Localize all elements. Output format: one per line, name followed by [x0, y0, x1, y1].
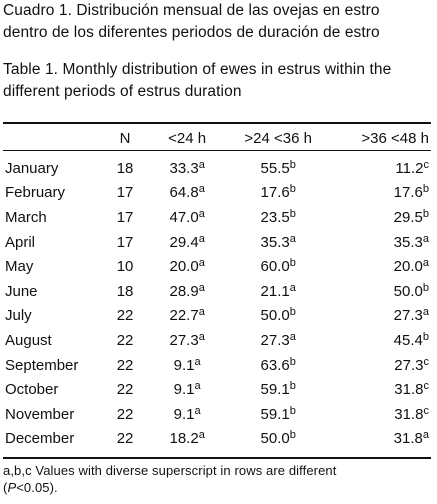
- percent-value: 47.0: [169, 208, 199, 226]
- percent-value: 23.5: [260, 208, 290, 226]
- footnote-line2: [3, 479, 433, 496]
- footnote-open-paren: (: [3, 480, 8, 495]
- lt24-cell: [150, 427, 225, 452]
- significance-superscript: c: [423, 380, 429, 393]
- table-row: [3, 304, 431, 329]
- significance-superscript: a: [289, 281, 296, 294]
- table-row: [3, 254, 431, 279]
- range24-36-cell: [225, 205, 332, 230]
- significance-superscript: a: [422, 429, 429, 442]
- percent-value: 45.4: [393, 331, 423, 349]
- lt24-cell: [150, 304, 225, 329]
- caption-spanish: [3, 0, 380, 44]
- percent-value: 9.1: [173, 381, 195, 399]
- table-row: [3, 150, 431, 181]
- percent-value: 31.8: [394, 381, 424, 399]
- significance-superscript: a: [194, 404, 201, 417]
- percent-value: 22.7: [169, 307, 199, 325]
- lt24-cell: [150, 402, 225, 427]
- significance-superscript: a: [198, 330, 205, 343]
- lt24-cell: [150, 181, 225, 206]
- percent-value: 21.1: [260, 282, 290, 300]
- significance-superscript: b: [289, 429, 296, 442]
- significance-superscript: a: [198, 281, 205, 294]
- significance-superscript: a: [422, 306, 429, 319]
- n-cell: 22: [116, 356, 134, 374]
- significance-superscript: b: [289, 207, 296, 220]
- significance-superscript: c: [423, 404, 429, 417]
- significance-superscript: b: [289, 355, 296, 368]
- percent-value: 27.3: [394, 356, 424, 374]
- header-month: [3, 126, 100, 150]
- range24-36-cell: [225, 353, 332, 378]
- percent-value: 31.8: [394, 405, 424, 423]
- range24-36-cell: [225, 279, 332, 304]
- range24-36-cell: [225, 328, 332, 353]
- lt24-cell: [150, 328, 225, 353]
- significance-superscript: a: [194, 380, 201, 393]
- percent-value: 28.9: [169, 282, 199, 300]
- percent-value: 17.6: [393, 184, 423, 202]
- table-row: [3, 377, 431, 402]
- range36-48-cell: [332, 377, 431, 402]
- percent-value: 35.3: [393, 233, 423, 251]
- n-cell: 18: [116, 282, 134, 300]
- percent-value: 59.1: [260, 381, 290, 399]
- header-n: N: [119, 129, 131, 147]
- range24-36-cell: [225, 377, 332, 402]
- lt24-cell: [150, 254, 225, 279]
- caption-spanish-line2: dentro de los diferentes periodos de duración de estro: [3, 24, 380, 41]
- lt24-cell: [150, 353, 225, 378]
- range36-48-cell: [332, 205, 431, 230]
- percent-value: 63.6: [260, 356, 290, 374]
- percent-value: 29.4: [169, 233, 199, 251]
- percent-value: 9.1: [173, 356, 195, 374]
- significance-superscript: b: [289, 306, 296, 319]
- range24-36-cell: [225, 304, 332, 329]
- range24-36-cell: [225, 181, 332, 206]
- range36-48-cell: [332, 328, 431, 353]
- footnote-p-letter: P: [7, 480, 17, 495]
- range36-48-cell: [332, 427, 431, 452]
- lt24-cell: [150, 150, 225, 181]
- month-cell: May: [5, 258, 34, 276]
- range36-48-cell: [332, 304, 431, 329]
- header-36-48: >36 <48 h: [361, 129, 429, 147]
- n-cell: 22: [116, 381, 134, 399]
- significance-superscript: b: [289, 404, 296, 417]
- table-row: [3, 427, 431, 452]
- range36-48-cell: [332, 181, 431, 206]
- range36-48-cell: [332, 402, 431, 427]
- significance-superscript: a: [198, 257, 205, 270]
- significance-superscript: a: [198, 207, 205, 220]
- footnote-line1: a,b,c Values with diverse superscript in rows are different: [3, 463, 337, 478]
- significance-superscript: b: [289, 158, 296, 171]
- percent-value: 59.1: [260, 405, 290, 423]
- significance-superscript: b: [289, 257, 296, 270]
- n-cell: 10: [116, 258, 134, 276]
- percent-value: 50.0: [393, 282, 423, 300]
- percent-value: 33.3: [169, 159, 199, 177]
- lt24-cell: [150, 279, 225, 304]
- percent-value: 20.0: [169, 258, 199, 276]
- table-row: [3, 328, 431, 353]
- percent-value: 29.5: [393, 208, 423, 226]
- table-bottom-rule: [3, 457, 431, 459]
- header-24-36: >24 <36 h: [244, 129, 312, 147]
- n-cell: 22: [116, 331, 134, 349]
- data-table: [3, 126, 431, 451]
- table-row: [3, 402, 431, 427]
- caption-spanish-line1: Cuadro 1. Distribución mensual de las ovejas en estro: [3, 2, 380, 19]
- month-cell: August: [5, 331, 52, 349]
- significance-superscript: b: [289, 183, 296, 196]
- significance-superscript: a: [289, 232, 296, 245]
- table-row: [3, 279, 431, 304]
- range36-48-cell: [332, 230, 431, 255]
- n-cell: 17: [116, 208, 134, 226]
- table-row: [3, 205, 431, 230]
- percent-value: 31.8: [393, 430, 423, 448]
- month-cell: January: [5, 159, 59, 177]
- significance-superscript: b: [422, 281, 429, 294]
- significance-superscript: c: [423, 355, 429, 368]
- caption-english-line1: Table 1. Monthly distribution of ewes in estrus within the: [3, 61, 392, 78]
- percent-value: 27.3: [260, 331, 290, 349]
- n-cell: 17: [116, 233, 134, 251]
- percent-value: 27.3: [169, 331, 199, 349]
- percent-value: 27.3: [393, 307, 423, 325]
- significance-superscript: a: [198, 306, 205, 319]
- range36-48-cell: [332, 279, 431, 304]
- range24-36-cell: [225, 402, 332, 427]
- lt24-cell: [150, 205, 225, 230]
- table-row: [3, 230, 431, 255]
- percent-value: 9.1: [173, 405, 195, 423]
- significance-superscript: a: [422, 232, 429, 245]
- percent-value: 60.0: [260, 258, 290, 276]
- percent-value: 18.2: [169, 430, 199, 448]
- significance-superscript: a: [198, 158, 205, 171]
- caption-english-line2: different periods of estrus duration: [3, 83, 242, 100]
- significance-superscript: a: [422, 257, 429, 270]
- n-cell: 22: [116, 430, 134, 448]
- percent-value: 55.5: [260, 159, 290, 177]
- month-cell: February: [5, 184, 66, 202]
- n-cell: 17: [116, 184, 134, 202]
- significance-superscript: b: [422, 183, 429, 196]
- percent-value: 50.0: [260, 430, 290, 448]
- percent-value: 20.0: [393, 258, 423, 276]
- month-cell: March: [5, 208, 47, 226]
- percent-value: 11.2: [395, 159, 424, 177]
- footnote-p-value: <0.05).: [16, 480, 58, 495]
- n-cell: 22: [116, 405, 134, 423]
- table-header: [3, 126, 431, 150]
- n-cell: 18: [116, 159, 134, 177]
- lt24-cell: [150, 377, 225, 402]
- range24-36-cell: [225, 254, 332, 279]
- caption-english: [3, 59, 391, 103]
- percent-value: 64.8: [169, 184, 199, 202]
- significance-superscript: a: [198, 232, 205, 245]
- month-cell: November: [5, 405, 75, 423]
- month-cell: April: [5, 233, 36, 251]
- table-row: [3, 353, 431, 378]
- month-cell: October: [5, 381, 59, 399]
- significance-superscript: a: [198, 183, 205, 196]
- table-row: [3, 181, 431, 206]
- header-row: [3, 126, 431, 150]
- significance-superscript: b: [422, 207, 429, 220]
- percent-value: 35.3: [260, 233, 290, 251]
- significance-superscript: b: [422, 330, 429, 343]
- significance-superscript: a: [289, 330, 296, 343]
- month-cell: September: [5, 356, 79, 374]
- range36-48-cell: [332, 254, 431, 279]
- month-cell: December: [5, 430, 75, 448]
- range24-36-cell: [225, 427, 332, 452]
- range24-36-cell: [225, 230, 332, 255]
- range24-36-cell: [225, 150, 332, 181]
- month-cell: July: [5, 307, 32, 325]
- significance-superscript: b: [289, 380, 296, 393]
- significance-superscript: a: [198, 429, 205, 442]
- table-body: [3, 150, 431, 451]
- percent-value: 50.0: [260, 307, 290, 325]
- range36-48-cell: [332, 353, 431, 378]
- percent-value: 17.6: [260, 184, 290, 202]
- month-cell: June: [5, 282, 38, 300]
- table-top-rule: [3, 122, 431, 124]
- range36-48-cell: [332, 150, 431, 181]
- lt24-cell: [150, 230, 225, 255]
- n-cell: 22: [116, 307, 134, 325]
- significance-superscript: c: [423, 158, 429, 171]
- footnote: [3, 462, 433, 496]
- header-lt24: <24 h: [168, 129, 207, 147]
- significance-superscript: a: [194, 355, 201, 368]
